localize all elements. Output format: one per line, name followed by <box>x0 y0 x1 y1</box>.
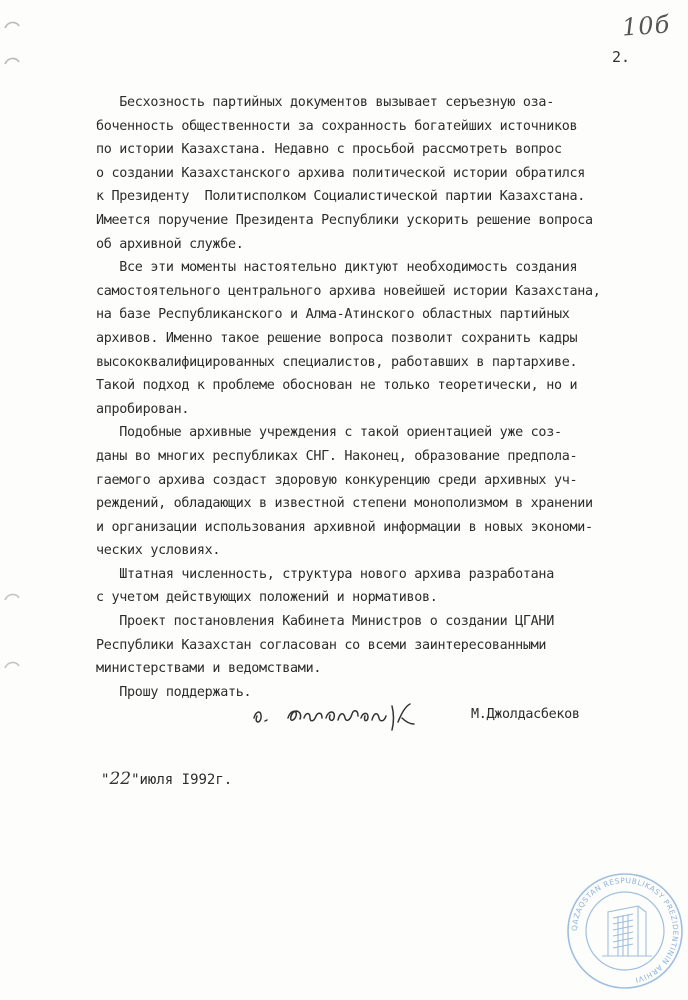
handwritten-signature <box>248 694 448 734</box>
text-line: гаемого архива создаст здоровую конкуренцию среди архивных уч- <box>96 472 578 488</box>
text-line: высококвалифицированных специалистов, работавших в партархиве. <box>96 354 578 370</box>
page-number: 2. <box>612 48 631 66</box>
building-icon <box>602 906 652 956</box>
text-line: даны во многих республиках СНГ. Наконец, образование предпола- <box>96 448 578 464</box>
text-line: об архивной службе. <box>96 236 244 252</box>
text-line: Проект постановления Кабинета Министров о создании ЦГАНИ <box>96 614 554 630</box>
punch-hole-mark <box>4 20 20 30</box>
text-line: Штатная численность, структура нового архива разработана <box>96 566 554 582</box>
text-line: по истории Казахстана. Недавно с просьбой рассмотреть вопрос <box>96 142 562 158</box>
paragraph <box>96 91 656 256</box>
date-rest: "июля I992г. <box>131 772 233 788</box>
text-line: министерствами и ведомствами. <box>96 661 322 677</box>
text-line: Подобные архивные учреждения с такой ориентацией уже соз- <box>96 425 562 441</box>
punch-hole-mark <box>4 56 20 66</box>
text-line: на базе Республиканского и Алма-Атинского областных партийных <box>96 307 570 323</box>
text-line: о создании Казахстанского архива политической истории обратился <box>96 165 585 181</box>
text-line: и организации использования архивной информации в новых экономи- <box>96 519 593 535</box>
text-line: боченность общественности за сохранность богатейших источников <box>96 118 578 134</box>
text-line: с учетом действующих положений и нормативов. <box>96 590 438 606</box>
text-line: Республики Казахстан согласован со всеми заинтересованными <box>96 637 547 653</box>
signatory-name: М.Джолдасбеков <box>471 707 580 722</box>
text-line: Все эти моменты настоятельно диктуют необходимость создания <box>96 260 578 276</box>
text-line: Прошу поддержать. <box>96 684 252 700</box>
punch-hole-mark <box>4 592 20 602</box>
text-line: к Президенту Политисполком Социалистической партии Казахстана. <box>96 189 585 205</box>
paragraph <box>96 563 656 610</box>
date-open-quote: " <box>101 772 110 788</box>
paragraph <box>96 256 656 421</box>
text-line: Бесхозность партийных документов вызывает серъезную оза- <box>96 95 554 110</box>
stamp-text: QAZAQSTAN RESPUBLIKASY PREZIDENTININ ARHIVI <box>569 875 681 985</box>
text-line: архивов. Именно такое решение вопроса позволит сохранить кадры <box>96 330 578 346</box>
document-date <box>101 769 232 789</box>
archive-stamp <box>566 872 684 990</box>
text-line: самостоятельного центрального архива новейшей истории Казахстана, <box>96 283 601 299</box>
text-line: апробирован. <box>96 401 190 417</box>
paragraph <box>96 421 656 563</box>
paragraph <box>96 610 656 681</box>
punch-hole-mark <box>4 660 20 670</box>
archive-folio-number: 10б <box>621 10 672 42</box>
text-line: ческих условиях. <box>96 543 221 559</box>
handwritten-day: 22 <box>109 769 132 789</box>
text-line: реждений, обладающих в известной степени монополизмом в хранении <box>96 496 593 512</box>
text-line: Имеется поручение Президента Республики ускорить решение вопроса <box>96 212 593 228</box>
letter-body <box>96 91 656 704</box>
text-line: Такой подход к проблеме обоснован не только теоретически, но и <box>96 378 578 394</box>
